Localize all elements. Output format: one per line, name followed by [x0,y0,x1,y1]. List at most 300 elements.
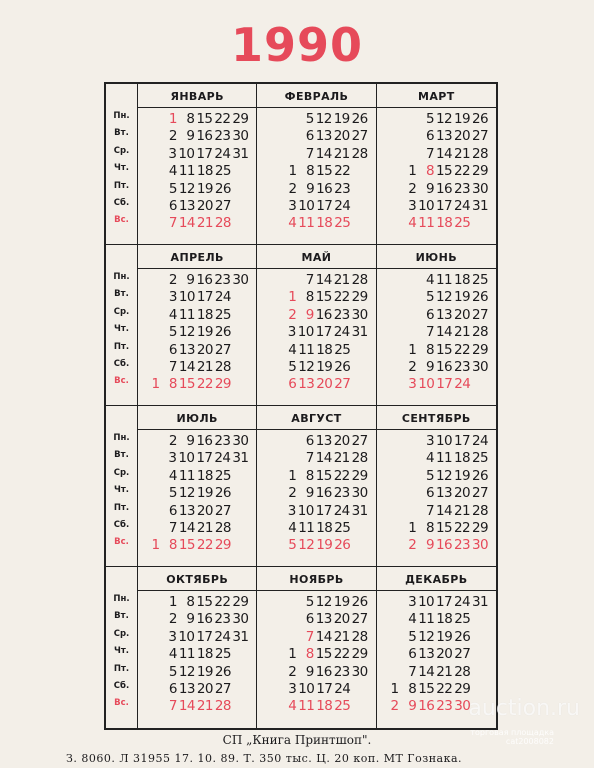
day-number: 20 [454,128,471,145]
day-number: 7 [426,324,435,341]
day-number [233,520,250,537]
day-number: 6 [426,128,435,145]
day-number: 3 [408,197,417,214]
day-number: 13 [315,611,332,628]
day-number [263,198,280,215]
week-row [263,359,369,376]
week-row [144,163,250,180]
day-number [263,289,280,306]
day-number [233,537,250,554]
day-number: 20 [196,341,213,358]
day-number: 7 [426,145,435,162]
day-number [352,698,369,715]
day-number: 13 [178,680,195,697]
day-number: 5 [288,537,297,554]
day-number: 10 [418,197,435,214]
day-number: 19 [333,594,350,610]
day-number: 1 [151,376,160,393]
day-number: 31 [472,594,488,610]
day-number: 15 [196,594,213,610]
day-number: 4 [426,450,435,467]
week-row [263,128,369,145]
day-number: 15 [196,111,213,127]
day-number: 1 [408,163,417,180]
day-number: 17 [436,197,453,214]
month-block [138,567,257,728]
day-number: 12 [315,594,332,610]
day-number: 28 [351,272,368,288]
day-number: 8 [426,341,435,358]
day-number: 13 [178,197,195,214]
day-number: 17 [196,628,213,645]
day-number [383,181,401,198]
watermark-sub-line1: торговая площадка [470,728,554,737]
day-number: 11 [178,306,195,323]
day-number: 23 [214,433,231,449]
week-row [263,646,369,663]
day-number: 17 [454,433,471,449]
day-number: 2 [288,663,297,680]
day-number: 26 [454,628,471,645]
day-number: 24 [454,376,471,393]
day-number [263,376,280,393]
day-number: 15 [315,289,332,306]
day-number: 14 [315,272,332,288]
week-row [383,342,490,359]
day-number: 17 [316,197,333,214]
day-number: 26 [472,111,488,127]
day-number: 22 [333,289,350,306]
day-number: 24 [334,197,351,214]
day-number: 23 [333,306,350,323]
day-number: 5 [426,111,435,127]
week-row [383,307,490,324]
day-number: 7 [305,272,314,288]
day-number: 1 [168,594,177,610]
day-number: 19 [454,111,471,127]
day-number [233,681,250,698]
day-number: 24 [214,289,231,306]
day-number: 23 [214,272,231,288]
day-number: 30 [351,663,368,680]
month-block [257,84,376,245]
watermark-sub [470,728,554,746]
day-number: 9 [186,128,195,145]
weekday-column [106,406,138,567]
day-number [263,272,280,289]
day-number: 28 [351,628,368,645]
weekday-label: Ср. [113,467,130,478]
weekday-label: Вт. [114,450,129,461]
day-number: 11 [418,611,435,628]
day-number: 25 [334,215,351,232]
day-number: 7 [305,628,314,645]
weekday-label: Ср. [113,306,130,317]
week-row [263,215,369,232]
day-number: 19 [454,467,471,484]
day-number: 9 [186,272,195,288]
day-number [383,163,401,180]
day-number: 13 [436,128,453,145]
day-number [233,198,250,215]
week-row [263,433,369,450]
day-number: 30 [232,128,249,145]
week-row [383,376,490,393]
day-number [233,376,250,393]
day-number [400,128,418,145]
week-row [144,376,250,393]
day-number [352,537,369,554]
day-number [144,324,161,341]
day-number: 17 [315,502,332,519]
day-number [144,611,161,628]
month-title: АПРЕЛЬ [138,245,256,269]
day-number [383,520,401,537]
day-number: 8 [186,594,195,610]
week-row [263,503,369,520]
day-number [263,450,280,467]
day-number: 12 [178,663,195,680]
day-number: 5 [168,663,177,680]
day-number: 25 [214,467,231,484]
day-number: 9 [305,485,314,502]
week-row [383,520,490,537]
day-number [383,433,401,450]
day-number: 9 [186,433,195,449]
day-number: 10 [178,450,195,467]
day-number: 29 [214,376,231,393]
week-row [144,681,250,698]
day-number: 21 [196,215,213,232]
day-number: 29 [472,519,488,536]
day-number: 12 [436,467,453,484]
day-number: 9 [305,663,314,680]
day-number: 25 [214,163,231,180]
week-row [263,324,369,341]
day-number [233,324,250,341]
month-block [377,406,496,567]
weekday-label: Пн. [113,111,130,121]
weekday-label: Ср. [113,628,130,639]
day-number [144,629,161,646]
day-number [233,468,250,485]
day-number: 18 [316,341,333,358]
month-title: ИЮЛЬ [138,406,256,430]
day-number [263,681,280,698]
day-number: 25 [334,341,351,358]
day-number: 12 [298,358,315,375]
day-number: 15 [315,646,332,663]
day-number: 2 [288,485,297,502]
weekday-label: Вс. [114,215,129,226]
day-number: 27 [472,306,488,323]
day-number: 29 [472,341,488,358]
day-number: 19 [333,111,350,127]
day-number: 19 [196,663,213,680]
day-number [281,450,298,467]
day-number [281,272,298,289]
day-number [383,111,401,128]
day-number: 25 [472,272,488,288]
day-number: 27 [334,376,351,393]
week-row [144,433,250,450]
day-number [472,215,490,232]
day-number: 28 [351,450,368,467]
day-number: 26 [472,467,488,484]
day-number [383,307,401,324]
day-number: 12 [418,628,435,645]
day-number [472,664,490,681]
day-number [263,646,280,663]
week-row [383,485,490,502]
day-number: 24 [334,680,351,697]
day-number: 11 [418,215,435,232]
day-number: 7 [168,215,177,232]
day-number [144,198,161,215]
day-number: 24 [214,628,231,645]
day-number [383,324,401,341]
day-number: 5 [305,111,314,127]
day-number: 28 [214,698,231,715]
day-number: 6 [305,611,314,628]
day-number: 29 [351,646,368,663]
day-number [144,359,161,376]
day-number: 8 [305,467,314,484]
day-number [144,128,161,145]
weekday-label: Вт. [114,611,129,622]
month-title: ЯНВАРЬ [138,84,256,108]
day-number: 1 [288,467,297,484]
day-number: 27 [472,485,488,502]
day-number: 27 [454,646,471,663]
day-number [263,485,280,502]
weekday-label: Пн. [113,433,130,443]
week-row [383,646,490,663]
day-number: 18 [316,698,333,715]
day-number: 20 [436,646,453,663]
day-number [400,324,418,341]
day-number: 13 [298,376,315,393]
day-number [263,181,281,198]
month-block [257,406,376,567]
day-number: 13 [418,646,435,663]
weekday-label: Чт. [113,324,130,335]
day-number: 23 [333,485,350,502]
week-row [263,537,369,554]
day-number: 2 [168,128,177,145]
day-number: 16 [418,698,435,715]
day-number: 12 [178,324,195,341]
day-number: 21 [454,145,471,162]
day-number: 5 [168,324,177,341]
day-number: 6 [305,433,314,449]
week-row [144,520,250,537]
weekday-label: Сб. [113,358,130,369]
month-block [138,84,257,245]
day-number: 28 [472,145,488,162]
day-number: 8 [168,537,177,554]
day-number: 28 [472,324,488,341]
day-number: 21 [196,519,213,536]
day-number: 2 [168,611,177,628]
month-title: ОКТЯБРЬ [138,567,256,591]
day-number: 23 [454,358,471,375]
week-row [383,272,490,289]
day-number: 19 [196,180,213,197]
day-number: 30 [232,433,249,449]
week-row [383,324,490,341]
day-number [144,450,161,467]
day-number: 16 [315,306,332,323]
week-row [383,468,490,485]
day-number: 5 [408,628,417,645]
day-number: 20 [333,433,350,449]
day-number: 13 [178,502,195,519]
day-number: 16 [436,180,453,197]
day-number: 3 [287,502,296,519]
month-title: ИЮНЬ [377,245,496,269]
day-number: 6 [408,646,417,663]
day-number [144,181,161,198]
day-number: 1 [288,289,297,306]
day-number: 14 [178,698,195,715]
month-block [377,84,496,245]
day-number: 21 [333,628,350,645]
day-number [263,664,280,681]
day-number: 11 [298,215,315,232]
day-number [383,289,401,306]
day-number: 12 [298,537,315,554]
day-number [144,485,161,502]
month-title: МАРТ [377,84,496,108]
week-row [263,163,369,180]
day-number: 20 [196,680,213,697]
day-number: 30 [472,180,488,197]
day-number: 20 [196,502,213,519]
day-number: 11 [178,467,195,484]
day-number [263,215,280,232]
day-number: 12 [436,111,453,127]
day-number: 13 [315,433,332,449]
day-number: 29 [351,467,368,484]
day-number [400,450,418,467]
day-number: 11 [436,272,453,288]
day-number: 23 [436,698,453,715]
day-number: 26 [472,289,488,306]
week-row [383,146,490,163]
day-number: 7 [168,698,177,715]
day-number [472,376,490,393]
day-number: 1 [288,646,297,663]
day-number: 20 [333,128,350,145]
day-number: 5 [426,289,435,306]
week-row [144,342,250,359]
week-row [383,594,490,611]
day-number [263,307,280,324]
day-number: 21 [333,145,350,162]
day-number: 30 [472,358,488,375]
day-number [281,433,298,450]
week-row [263,485,369,502]
day-number [400,289,418,306]
day-number: 4 [168,306,177,323]
day-number: 9 [306,180,315,197]
day-number: 25 [334,698,351,715]
week-row [383,181,490,198]
day-number: 30 [351,485,368,502]
day-number: 25 [334,519,351,536]
day-number: 15 [436,341,453,358]
day-number [263,128,280,145]
day-number: 28 [472,502,488,519]
day-number: 3 [426,433,435,449]
day-number: 31 [351,502,368,519]
day-number [144,307,161,324]
day-number: 19 [436,628,453,645]
day-number: 29 [232,111,249,127]
day-number [281,594,298,611]
day-number: 10 [418,376,435,393]
day-number [383,468,401,485]
day-number: 17 [196,145,213,162]
day-number: 27 [351,611,368,628]
day-number: 26 [334,358,351,375]
day-number: 27 [214,341,231,358]
day-number: 1 [151,537,160,554]
month-block [138,245,257,406]
weekday-column [106,84,138,245]
week-row [383,537,490,554]
day-number: 30 [472,537,488,554]
day-number: 3 [408,594,417,610]
week-row [144,359,250,376]
week-row [383,664,490,681]
day-number [263,359,280,376]
day-number [144,664,161,681]
day-number: 6 [168,341,177,358]
day-number: 28 [351,145,368,162]
weekday-label: Чт. [113,485,130,496]
day-number: 31 [351,324,368,341]
day-number [144,520,161,537]
week-row [144,272,250,289]
day-number: 20 [454,485,471,502]
print-info-line: З. 8060. Л 31955 17. 10. 89. Т. 350 тыс. Ц. 20 коп. МТ Гознака. [66,752,463,765]
day-number: 25 [472,450,488,467]
weekday-label: Вс. [114,698,129,709]
day-number: 15 [315,467,332,484]
week-row [144,468,250,485]
day-number: 22 [334,163,351,180]
week-row [144,111,250,128]
day-number: 30 [351,306,368,323]
day-number: 8 [186,111,195,127]
day-number: 1 [408,519,417,536]
day-number: 25 [214,306,231,323]
day-number [233,215,250,232]
day-number [144,163,161,180]
day-number [383,503,401,520]
day-number: 6 [168,197,177,214]
day-number [383,664,401,681]
day-number: 23 [214,128,231,145]
day-number [144,289,161,306]
day-number [144,468,161,485]
day-number [352,181,370,198]
day-number: 20 [333,611,350,628]
week-row [263,468,369,485]
week-row [383,198,490,215]
